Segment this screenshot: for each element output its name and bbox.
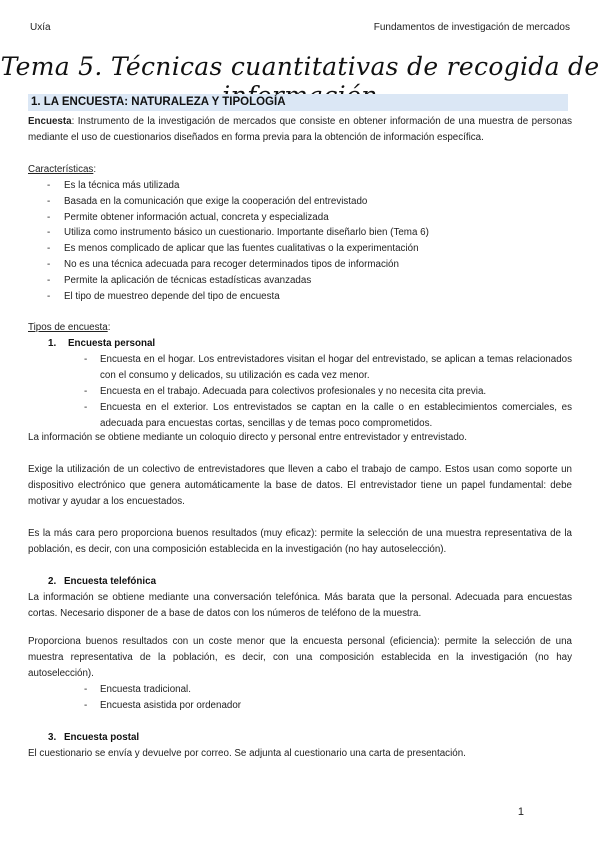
tipos-heading: Tipos de encuesta: bbox=[28, 322, 111, 333]
personal-paragraph-2: Exige la utilización de un colectivo de entrevistadores que lleven a cabo el trabajo de campo. Estos usan como soporte un dispositivo electrónico que genera automáticamente la base de datos. El entrevistador tiene un papel fundamental: debe motivar y ayudar a los encuestados. bbox=[28, 464, 572, 507]
personal-paragraph-3: Es la más cara pero proporciona buenos resultados (muy eficaz): permite la selección de una muestra representativa de la población, es decir, con una composición establecida en la investigación (no hay autoselección). bbox=[28, 528, 572, 555]
definition-paragraph bbox=[28, 114, 572, 146]
list-item: - Es menos complicado de aplicar que las fuentes cualitativas o la experimentación bbox=[28, 241, 572, 257]
section-heading: 1. LA ENCUESTA: NATURALEZA Y TIPOLOGÍA bbox=[31, 96, 286, 108]
page-title: Tema 5. Técnicas cuantitativas de recogida de bbox=[0, 52, 600, 81]
postal-number: 3. bbox=[48, 732, 57, 743]
postal-paragraph-1: El cuestionario se envía y devuelve por correo. Se adjunta al cuestionario una carta de presentación. bbox=[28, 748, 466, 759]
list-item: - Encuesta en el exterior. Los entrevistados se captan en la calle o en establecimientos comerciales, es adecuada para encuestas cortas, sencillas y de temas poco comprometidos. bbox=[82, 400, 572, 432]
header-author: Uxía bbox=[30, 22, 51, 33]
list-item: - Permite obtener información actual, concreta y especializada bbox=[28, 210, 572, 226]
personal-paragraph-1: La información se obtiene mediante un coloquio directo y personal entre entrevistador y entrevistado. bbox=[28, 432, 467, 443]
telefonica-title: Encuesta telefónica bbox=[64, 576, 157, 587]
tipos-label: Tipos de encuesta bbox=[28, 322, 108, 333]
list-item: - Basada en la comunicación que exige la cooperación del entrevistado bbox=[28, 194, 572, 210]
postal-title: Encuesta postal bbox=[64, 732, 140, 743]
definition-term: Encuesta bbox=[28, 116, 72, 127]
telefonica-number: 2. bbox=[48, 576, 57, 587]
telefonica-subtypes-list bbox=[82, 682, 572, 714]
personal-number: 1. bbox=[48, 338, 57, 349]
caracteristicas-label: Características bbox=[28, 164, 94, 175]
list-item: - Encuesta en el hogar. Los entrevistadores visitan el hogar del entrevistado, se aplican a temas relacionados con el consumo y delicados, su utilización es cada vez menor. bbox=[82, 352, 572, 384]
telefonica-paragraph-2: Proporciona buenos resultados con un coste menor que la encuesta personal (eficiencia): permite la selección de una muestra representativa de la población, es decir, con una composición establecida en la investigación (no hay autoselección). bbox=[28, 636, 572, 679]
list-item: - Utiliza como instrumento básico un cuestionario. Importante diseñarlo bien (Tema 6) bbox=[28, 225, 572, 241]
definition-text: : Instrumento de la investigación de mercados que consiste en obtener información de una muestra de personas mediante el uso de cuestionarios diseñados en forma previa para la obtención de información específica. bbox=[28, 116, 572, 143]
section-heading-bar bbox=[28, 94, 568, 111]
caracteristicas-heading: Características: bbox=[28, 164, 97, 175]
list-item: - El tipo de muestreo depende del tipo de encuesta bbox=[28, 289, 572, 305]
list-item: - Es la técnica más utilizada bbox=[28, 178, 572, 194]
list-item: - Encuesta asistida por ordenador bbox=[82, 698, 572, 714]
page-number: 1 bbox=[517, 806, 524, 818]
list-item: - Encuesta tradicional. bbox=[82, 682, 572, 698]
list-item: - No es una técnica adecuada para recoger determinados tipos de información bbox=[28, 257, 572, 273]
personal-subtypes-list bbox=[82, 352, 572, 432]
header-course: Fundamentos de investigación de mercados bbox=[373, 22, 570, 33]
list-item: - Encuesta en el trabajo. Adecuada para colectivos profesionales y no necesita cita previa. bbox=[82, 384, 572, 400]
personal-title: Encuesta personal bbox=[68, 338, 156, 349]
caracteristicas-list bbox=[28, 178, 572, 304]
list-item: - Permite la aplicación de técnicas estadísticas avanzadas bbox=[28, 273, 572, 289]
telefonica-paragraph-1: La información se obtiene mediante una conversación telefónica. Más barata que la personal. Adecuada para encuestas cortas. Necesario disponer de a base de datos con los números de teléfono de la muestra. bbox=[28, 592, 572, 619]
